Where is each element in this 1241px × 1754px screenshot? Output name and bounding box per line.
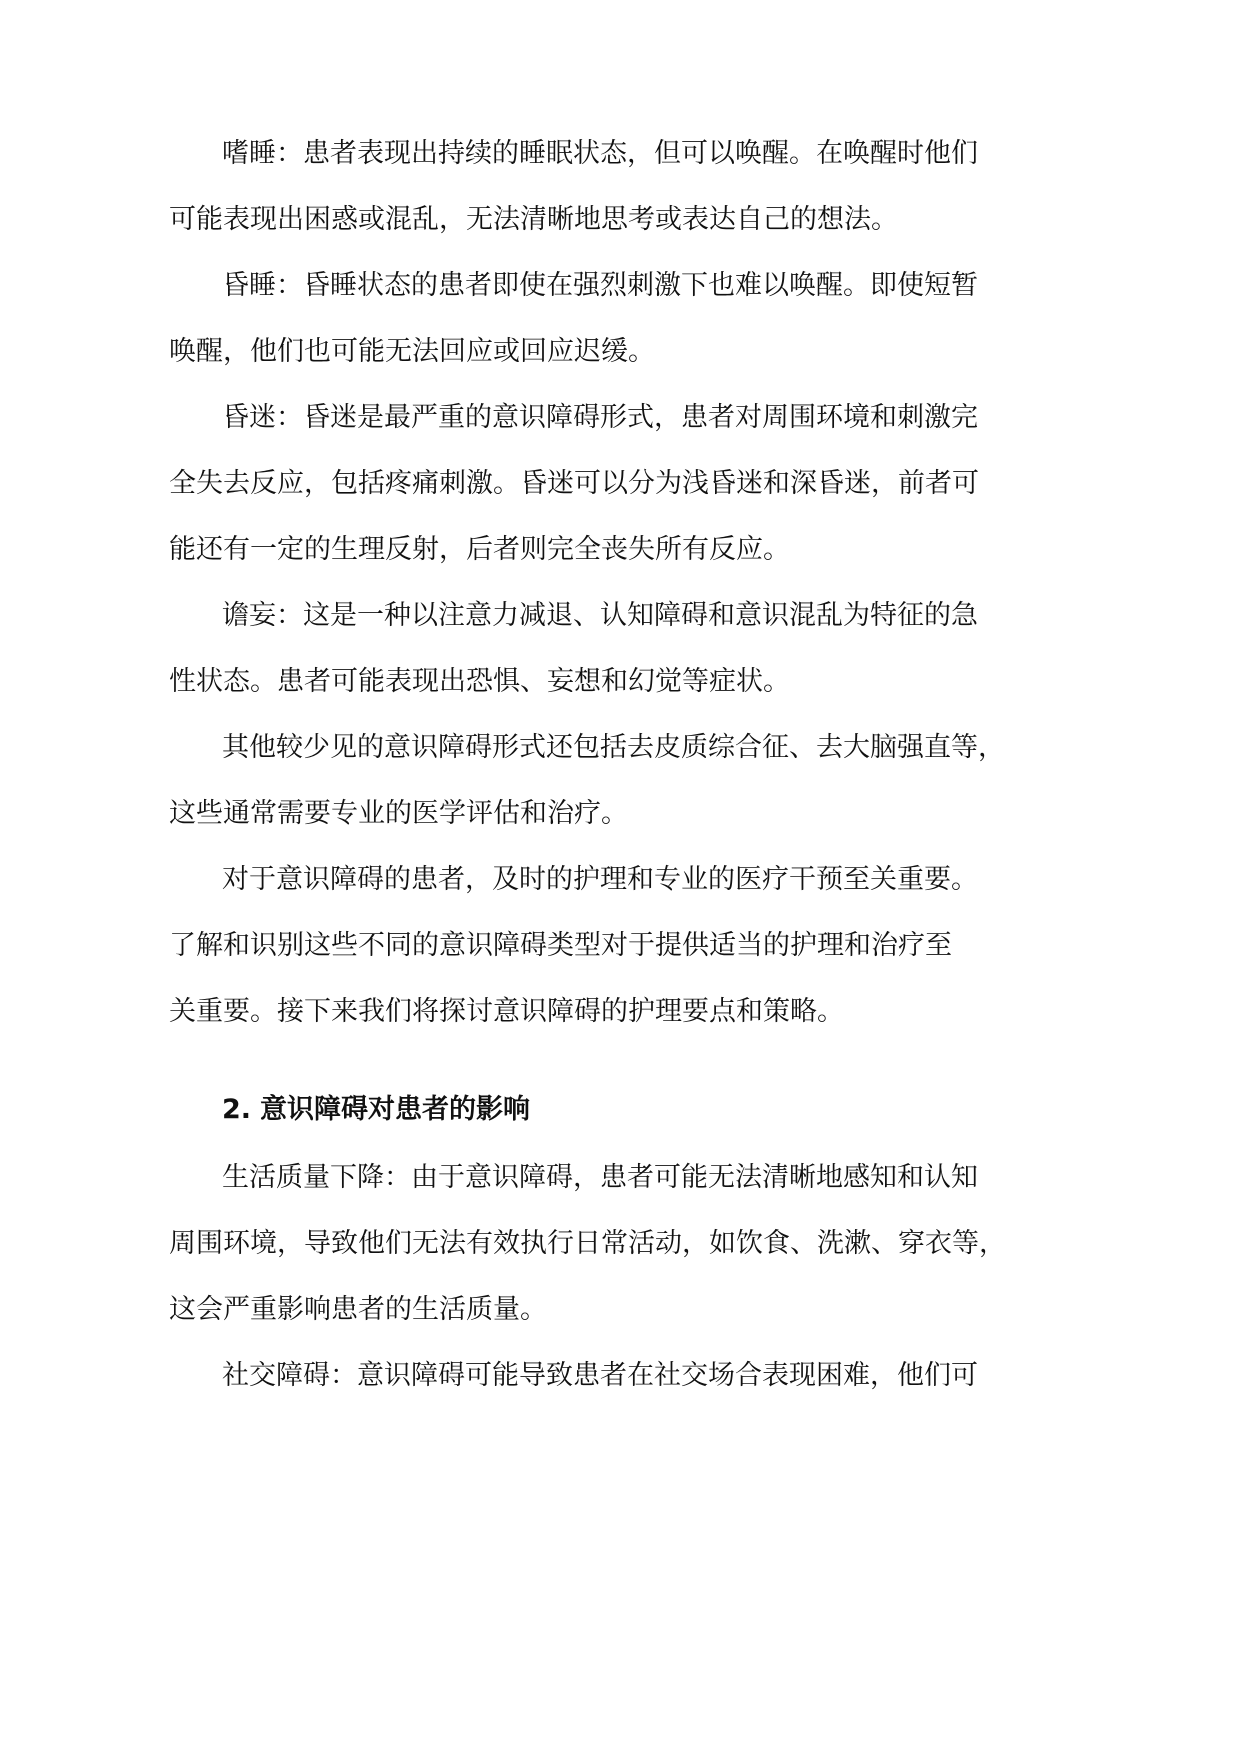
paragraph-quality-of-life-line-2 bbox=[0, 1224, 1241, 1264]
paragraph-stupor-line-1 bbox=[0, 266, 1241, 306]
paragraph-coma-line-3 bbox=[0, 530, 1241, 570]
paragraph-delirium-line-2 bbox=[0, 662, 1241, 702]
paragraph-text: 关重要。接下来我们将探讨意识障碍的护理要点和策略。 bbox=[169, 996, 844, 1027]
paragraph-social-barrier-line-1 bbox=[0, 1356, 1241, 1396]
paragraph-coma-line-2 bbox=[0, 464, 1241, 504]
paragraph-delirium-line-1 bbox=[0, 596, 1241, 636]
paragraph-stupor-line-2 bbox=[0, 332, 1241, 372]
paragraph-text: 对于意识障碍的患者，及时的护理和专业的医疗干预至关重要。 bbox=[222, 864, 978, 895]
paragraph-drowsiness-line-2 bbox=[0, 200, 1241, 240]
paragraph-text: 生活质量下降：由于意识障碍，患者可能无法清晰地感知和认知 bbox=[222, 1162, 978, 1193]
paragraph-text: 可能表现出困惑或混乱，无法清晰地思考或表达自己的想法。 bbox=[169, 204, 898, 235]
paragraph-text: 性状态。患者可能表现出恐惧、妄想和幻觉等症状。 bbox=[169, 666, 790, 697]
paragraph-text: 能还有一定的生理反射，后者则完全丧失所有反应。 bbox=[169, 534, 790, 565]
paragraph-summary-line-2 bbox=[0, 926, 1241, 966]
paragraph-quality-of-life-line-1 bbox=[0, 1158, 1241, 1198]
paragraph-text: 谵妄：这是一种以注意力减退、认知障碍和意识混乱为特征的急 bbox=[222, 600, 978, 631]
paragraph-text: 这会严重影响患者的生活质量。 bbox=[169, 1294, 547, 1325]
paragraph-drowsiness-line-1 bbox=[0, 134, 1241, 174]
paragraph-text: 昏迷：昏迷是最严重的意识障碍形式，患者对周围环境和刺激完 bbox=[222, 402, 978, 433]
section-title: 意识障碍对患者的影响 bbox=[260, 1094, 530, 1125]
paragraph-coma-line-1 bbox=[0, 398, 1241, 438]
paragraph-text: 这些通常需要专业的医学评估和治疗。 bbox=[169, 798, 628, 829]
paragraph-summary-line-3 bbox=[0, 992, 1241, 1032]
paragraph-other-forms-line-1 bbox=[0, 728, 1241, 768]
paragraph-text: 昏睡：昏睡状态的患者即使在强烈刺激下也难以唤醒。即使短暂 bbox=[222, 270, 978, 301]
paragraph-text: 周围环境，导致他们无法有效执行日常活动，如饮食、洗漱、穿衣等， bbox=[169, 1228, 1006, 1259]
paragraph-summary-line-1 bbox=[0, 860, 1241, 900]
paragraph-text: 社交障碍：意识障碍可能导致患者在社交场合表现困难，他们可 bbox=[222, 1360, 978, 1391]
section-number: 2. bbox=[222, 1094, 252, 1125]
paragraph-text: 嗜睡：患者表现出持续的睡眠状态，但可以唤醒。在唤醒时他们 bbox=[222, 138, 978, 169]
paragraph-other-forms-line-2 bbox=[0, 794, 1241, 834]
paragraph-quality-of-life-line-3 bbox=[0, 1290, 1241, 1330]
paragraph-text: 了解和识别这些不同的意识障碍类型对于提供适当的护理和治疗至 bbox=[169, 930, 952, 961]
paragraph-text: 其他较少见的意识障碍形式还包括去皮质综合征、去大脑强直等， bbox=[222, 732, 1005, 763]
paragraph-text: 唤醒，他们也可能无法回应或回应迟缓。 bbox=[169, 336, 655, 367]
section-heading bbox=[0, 1090, 1241, 1130]
paragraph-text: 全失去反应，包括疼痛刺激。昏迷可以分为浅昏迷和深昏迷，前者可 bbox=[169, 468, 979, 499]
